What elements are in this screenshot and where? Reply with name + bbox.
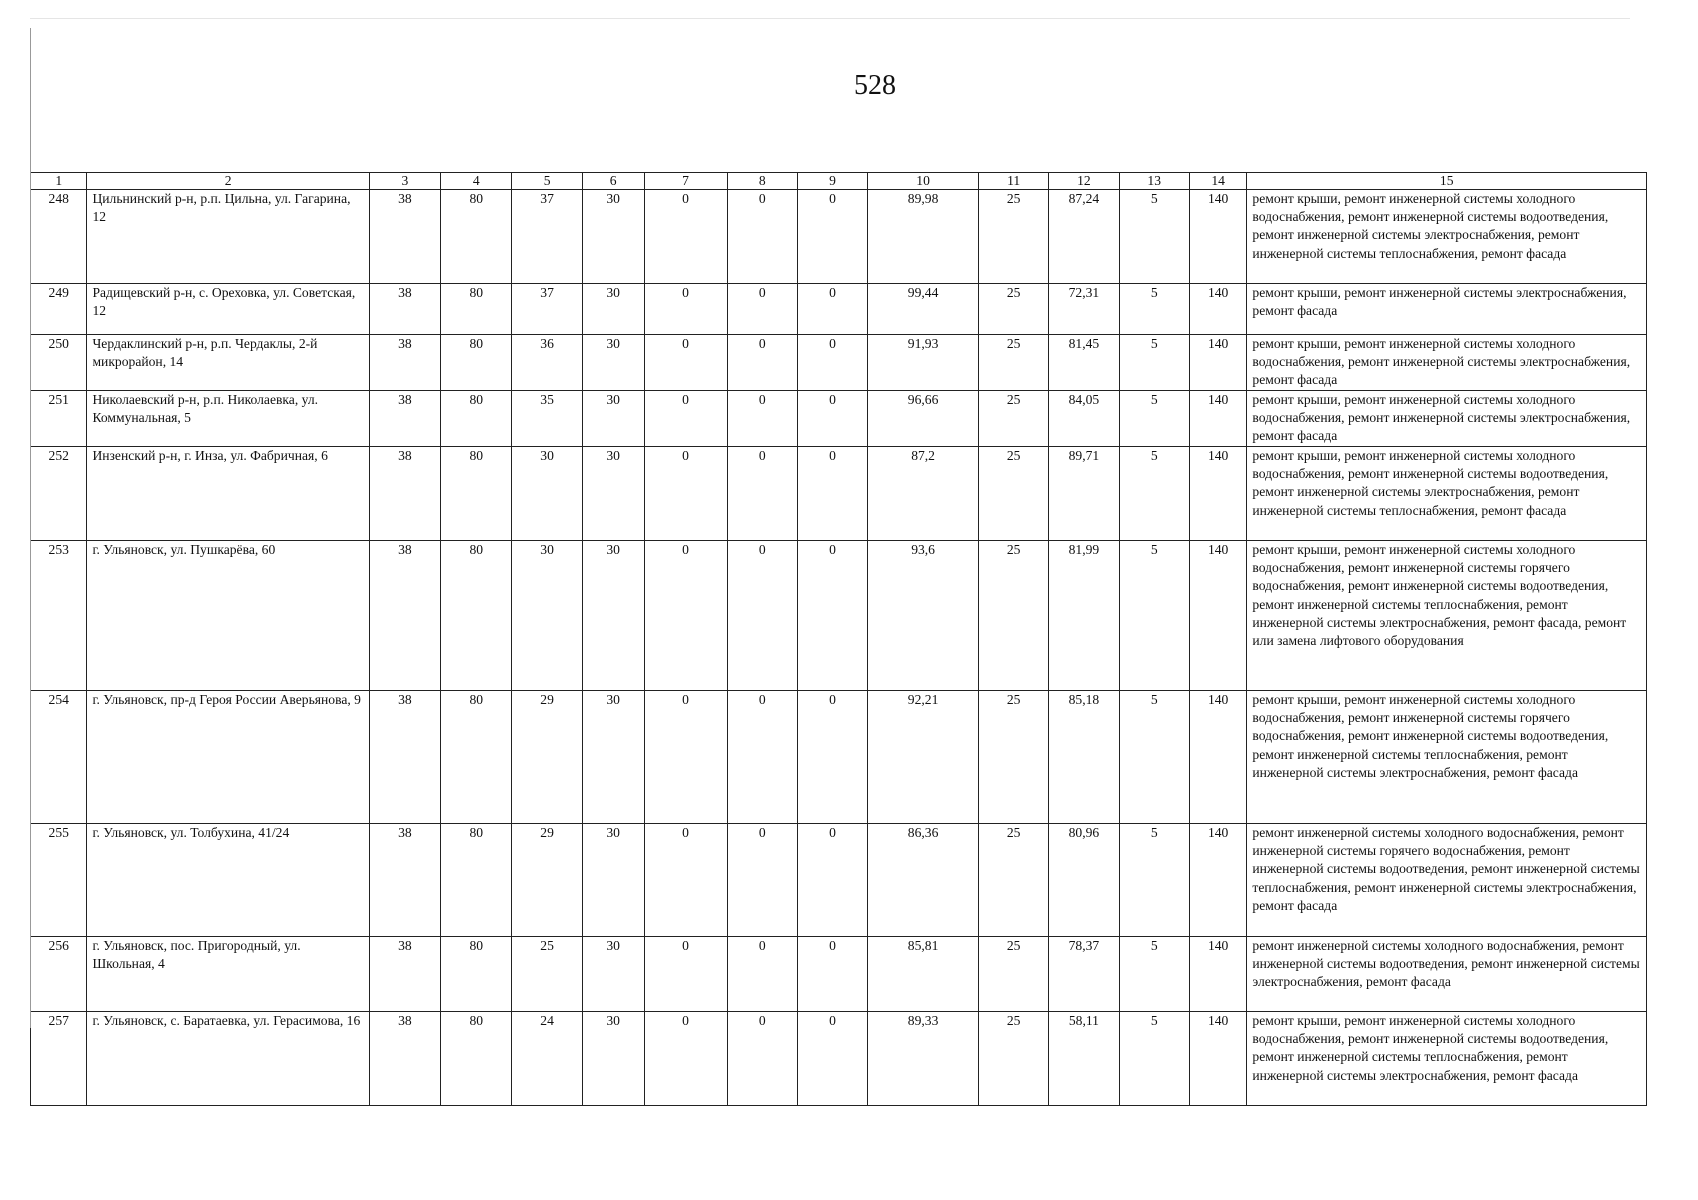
value-cell-col-10: 92,21 — [868, 691, 979, 824]
table-row — [31, 541, 1647, 691]
left-edge-line — [30, 28, 31, 1028]
table-row — [31, 284, 1647, 335]
column-header-9: 9 — [797, 173, 867, 190]
works-list-cell: ремонт инженерной системы холодного водоснабжения, ремонт инженерной системы водоотведения, ремонт инженерной системы электроснабжения, ремонт фасада — [1247, 937, 1647, 1012]
table-row — [31, 1012, 1647, 1106]
value-cell-col-6: 30 — [582, 1012, 644, 1106]
value-cell-col-7: 0 — [644, 541, 727, 691]
value-cell-col-13: 5 — [1119, 541, 1189, 691]
value-cell-col-14: 140 — [1189, 335, 1247, 391]
value-cell-col-9: 0 — [797, 824, 867, 937]
value-cell-col-13: 5 — [1119, 335, 1189, 391]
value-cell-col-14: 140 — [1189, 284, 1247, 335]
value-cell-col-11: 25 — [978, 691, 1048, 824]
value-cell-col-10: 89,98 — [868, 190, 979, 284]
column-header-4: 4 — [441, 173, 512, 190]
column-header-3: 3 — [369, 173, 440, 190]
page-number: 528 — [854, 70, 896, 101]
address-cell: Чердаклинский р-н, р.п. Чердаклы, 2-й микрорайон, 14 — [87, 335, 369, 391]
value-cell-col-13: 5 — [1119, 824, 1189, 937]
table-row — [31, 447, 1647, 541]
address-cell: г. Ульяновск, ул. Толбухина, 41/24 — [87, 824, 369, 937]
value-cell-col-12: 58,11 — [1049, 1012, 1119, 1106]
value-cell-col-4: 80 — [441, 447, 512, 541]
value-cell-col-10: 87,2 — [868, 447, 979, 541]
value-cell-col-9: 0 — [797, 447, 867, 541]
value-cell-col-11: 25 — [978, 190, 1048, 284]
value-cell-col-6: 30 — [582, 937, 644, 1012]
row-number-cell: 252 — [31, 447, 87, 541]
value-cell-col-11: 25 — [978, 824, 1048, 937]
value-cell-col-11: 25 — [978, 1012, 1048, 1106]
value-cell-col-10: 91,93 — [868, 335, 979, 391]
value-cell-col-10: 85,81 — [868, 937, 979, 1012]
header-row — [31, 173, 1647, 190]
value-cell-col-5: 37 — [512, 190, 582, 284]
value-cell-col-8: 0 — [727, 691, 797, 824]
value-cell-col-5: 30 — [512, 541, 582, 691]
table-row — [31, 391, 1647, 447]
value-cell-col-4: 80 — [441, 335, 512, 391]
value-cell-col-8: 0 — [727, 937, 797, 1012]
works-list-cell: ремонт крыши, ремонт инженерной системы холодного водоснабжения, ремонт инженерной системы горячего водоснабжения, ремонт инженерной системы водоотведения, ремонт инженерной системы теплоснабжения, ремонт инженерной системы электроснабжения, ремонт фасада — [1247, 691, 1647, 824]
value-cell-col-7: 0 — [644, 335, 727, 391]
value-cell-col-7: 0 — [644, 824, 727, 937]
value-cell-col-9: 0 — [797, 937, 867, 1012]
value-cell-col-5: 29 — [512, 691, 582, 824]
address-cell: Цильнинский р-н, р.п. Цильна, ул. Гагарина, 12 — [87, 190, 369, 284]
value-cell-col-14: 140 — [1189, 1012, 1247, 1106]
value-cell-col-13: 5 — [1119, 937, 1189, 1012]
value-cell-col-5: 24 — [512, 1012, 582, 1106]
value-cell-col-9: 0 — [797, 1012, 867, 1106]
value-cell-col-13: 5 — [1119, 691, 1189, 824]
table-row — [31, 691, 1647, 824]
value-cell-col-12: 89,71 — [1049, 447, 1119, 541]
value-cell-col-10: 89,33 — [868, 1012, 979, 1106]
value-cell-col-5: 30 — [512, 447, 582, 541]
value-cell-col-4: 80 — [441, 541, 512, 691]
value-cell-col-5: 25 — [512, 937, 582, 1012]
address-cell: г. Ульяновск, пр-д Героя России Аверьянова, 9 — [87, 691, 369, 824]
address-cell: Николаевский р-н, р.п. Николаевка, ул. Коммунальная, 5 — [87, 391, 369, 447]
value-cell-col-5: 36 — [512, 335, 582, 391]
value-cell-col-3: 38 — [369, 937, 440, 1012]
value-cell-col-6: 30 — [582, 190, 644, 284]
value-cell-col-12: 78,37 — [1049, 937, 1119, 1012]
value-cell-col-4: 80 — [441, 190, 512, 284]
table-row — [31, 824, 1647, 937]
value-cell-col-7: 0 — [644, 691, 727, 824]
row-number-cell: 257 — [31, 1012, 87, 1106]
value-cell-col-9: 0 — [797, 284, 867, 335]
value-cell-col-12: 87,24 — [1049, 190, 1119, 284]
value-cell-col-6: 30 — [582, 691, 644, 824]
value-cell-col-8: 0 — [727, 1012, 797, 1106]
value-cell-col-12: 81,99 — [1049, 541, 1119, 691]
row-number-cell: 250 — [31, 335, 87, 391]
value-cell-col-8: 0 — [727, 541, 797, 691]
value-cell-col-4: 80 — [441, 937, 512, 1012]
value-cell-col-7: 0 — [644, 937, 727, 1012]
value-cell-col-4: 80 — [441, 691, 512, 824]
column-header-12: 12 — [1049, 173, 1119, 190]
row-number-cell: 253 — [31, 541, 87, 691]
value-cell-col-13: 5 — [1119, 284, 1189, 335]
value-cell-col-7: 0 — [644, 190, 727, 284]
value-cell-col-7: 0 — [644, 284, 727, 335]
value-cell-col-3: 38 — [369, 541, 440, 691]
value-cell-col-3: 38 — [369, 284, 440, 335]
value-cell-col-13: 5 — [1119, 190, 1189, 284]
value-cell-col-11: 25 — [978, 391, 1048, 447]
value-cell-col-13: 5 — [1119, 1012, 1189, 1106]
value-cell-col-6: 30 — [582, 335, 644, 391]
value-cell-col-9: 0 — [797, 190, 867, 284]
column-header-15: 15 — [1247, 173, 1647, 190]
repair-registry-table — [30, 172, 1647, 1106]
works-list-cell: ремонт крыши, ремонт инженерной системы холодного водоснабжения, ремонт инженерной системы водоотведения, ремонт инженерной системы теплоснабжения, ремонт инженерной системы электроснабжения, ремонт фасада — [1247, 1012, 1647, 1106]
value-cell-col-6: 30 — [582, 824, 644, 937]
value-cell-col-7: 0 — [644, 1012, 727, 1106]
value-cell-col-14: 140 — [1189, 691, 1247, 824]
value-cell-col-3: 38 — [369, 391, 440, 447]
value-cell-col-4: 80 — [441, 1012, 512, 1106]
value-cell-col-8: 0 — [727, 391, 797, 447]
value-cell-col-12: 81,45 — [1049, 335, 1119, 391]
value-cell-col-11: 25 — [978, 541, 1048, 691]
value-cell-col-10: 96,66 — [868, 391, 979, 447]
value-cell-col-3: 38 — [369, 824, 440, 937]
value-cell-col-14: 140 — [1189, 190, 1247, 284]
value-cell-col-12: 72,31 — [1049, 284, 1119, 335]
row-number-cell: 249 — [31, 284, 87, 335]
value-cell-col-13: 5 — [1119, 447, 1189, 541]
column-header-13: 13 — [1119, 173, 1189, 190]
value-cell-col-8: 0 — [727, 190, 797, 284]
works-list-cell: ремонт крыши, ремонт инженерной системы холодного водоснабжения, ремонт инженерной системы горячего водоснабжения, ремонт инженерной системы водоотведения, ремонт инженерной системы теплоснабжения, ремонт инженерной системы электроснабжения, ремонт фасада, ремонт или замена лифтового оборудования — [1247, 541, 1647, 691]
value-cell-col-11: 25 — [978, 447, 1048, 541]
value-cell-col-10: 86,36 — [868, 824, 979, 937]
value-cell-col-3: 38 — [369, 335, 440, 391]
value-cell-col-8: 0 — [727, 824, 797, 937]
value-cell-col-9: 0 — [797, 541, 867, 691]
value-cell-col-14: 140 — [1189, 937, 1247, 1012]
value-cell-col-13: 5 — [1119, 391, 1189, 447]
row-number-cell: 255 — [31, 824, 87, 937]
column-header-11: 11 — [978, 173, 1048, 190]
works-list-cell: ремонт крыши, ремонт инженерной системы холодного водоснабжения, ремонт инженерной системы электроснабжения, ремонт фасада — [1247, 335, 1647, 391]
works-list-cell: ремонт крыши, ремонт инженерной системы электроснабжения, ремонт фасада — [1247, 284, 1647, 335]
column-header-14: 14 — [1189, 173, 1247, 190]
table-body — [31, 190, 1647, 1106]
value-cell-col-6: 30 — [582, 541, 644, 691]
value-cell-col-6: 30 — [582, 391, 644, 447]
works-list-cell: ремонт крыши, ремонт инженерной системы холодного водоснабжения, ремонт инженерной системы водоотведения, ремонт инженерной системы электроснабжения, ремонт инженерной системы теплоснабжения, ремонт фасада — [1247, 447, 1647, 541]
column-header-10: 10 — [868, 173, 979, 190]
column-header-7: 7 — [644, 173, 727, 190]
value-cell-col-5: 37 — [512, 284, 582, 335]
value-cell-col-3: 38 — [369, 691, 440, 824]
value-cell-col-4: 80 — [441, 824, 512, 937]
value-cell-col-6: 30 — [582, 284, 644, 335]
value-cell-col-14: 140 — [1189, 824, 1247, 937]
column-header-5: 5 — [512, 173, 582, 190]
value-cell-col-14: 140 — [1189, 541, 1247, 691]
value-cell-col-4: 80 — [441, 284, 512, 335]
value-cell-col-4: 80 — [441, 391, 512, 447]
value-cell-col-6: 30 — [582, 447, 644, 541]
value-cell-col-8: 0 — [727, 335, 797, 391]
value-cell-col-12: 85,18 — [1049, 691, 1119, 824]
works-list-cell: ремонт крыши, ремонт инженерной системы холодного водоснабжения, ремонт инженерной системы электроснабжения, ремонт фасада — [1247, 391, 1647, 447]
value-cell-col-11: 25 — [978, 937, 1048, 1012]
address-cell: г. Ульяновск, с. Баратаевка, ул. Герасимова, 16 — [87, 1012, 369, 1106]
value-cell-col-14: 140 — [1189, 447, 1247, 541]
value-cell-col-7: 0 — [644, 447, 727, 541]
value-cell-col-11: 25 — [978, 335, 1048, 391]
works-list-cell: ремонт крыши, ремонт инженерной системы холодного водоснабжения, ремонт инженерной системы водоотведения, ремонт инженерной системы электроснабжения, ремонт инженерной системы теплоснабжения, ремонт фасада — [1247, 190, 1647, 284]
row-number-cell: 251 — [31, 391, 87, 447]
value-cell-col-9: 0 — [797, 391, 867, 447]
value-cell-col-9: 0 — [797, 335, 867, 391]
value-cell-col-7: 0 — [644, 391, 727, 447]
value-cell-col-12: 80,96 — [1049, 824, 1119, 937]
value-cell-col-12: 84,05 — [1049, 391, 1119, 447]
value-cell-col-14: 140 — [1189, 391, 1247, 447]
value-cell-col-3: 38 — [369, 1012, 440, 1106]
address-cell: Радищевский р-н, с. Ореховка, ул. Советская, 12 — [87, 284, 369, 335]
value-cell-col-5: 35 — [512, 391, 582, 447]
value-cell-col-10: 99,44 — [868, 284, 979, 335]
column-header-6: 6 — [582, 173, 644, 190]
address-cell: г. Ульяновск, пос. Пригородный, ул. Школьная, 4 — [87, 937, 369, 1012]
top-edge-line — [30, 18, 1630, 19]
column-header-8: 8 — [727, 173, 797, 190]
value-cell-col-11: 25 — [978, 284, 1048, 335]
address-cell: Инзенский р-н, г. Инза, ул. Фабричная, 6 — [87, 447, 369, 541]
column-header-1: 1 — [31, 173, 87, 190]
value-cell-col-8: 0 — [727, 284, 797, 335]
table-row — [31, 937, 1647, 1012]
value-cell-col-5: 29 — [512, 824, 582, 937]
value-cell-col-8: 0 — [727, 447, 797, 541]
works-list-cell: ремонт инженерной системы холодного водоснабжения, ремонт инженерной системы горячего водоснабжения, ремонт инженерной системы водоотведения, ремонт инженерной системы теплоснабжения, ремонт инженерной системы электроснабжения, ремонт фасада — [1247, 824, 1647, 937]
row-number-cell: 256 — [31, 937, 87, 1012]
value-cell-col-10: 93,6 — [868, 541, 979, 691]
row-number-cell: 254 — [31, 691, 87, 824]
address-cell: г. Ульяновск, ул. Пушкарёва, 60 — [87, 541, 369, 691]
column-header-2: 2 — [87, 173, 369, 190]
table-row — [31, 335, 1647, 391]
row-number-cell: 248 — [31, 190, 87, 284]
table-row — [31, 190, 1647, 284]
value-cell-col-3: 38 — [369, 190, 440, 284]
value-cell-col-9: 0 — [797, 691, 867, 824]
value-cell-col-3: 38 — [369, 447, 440, 541]
